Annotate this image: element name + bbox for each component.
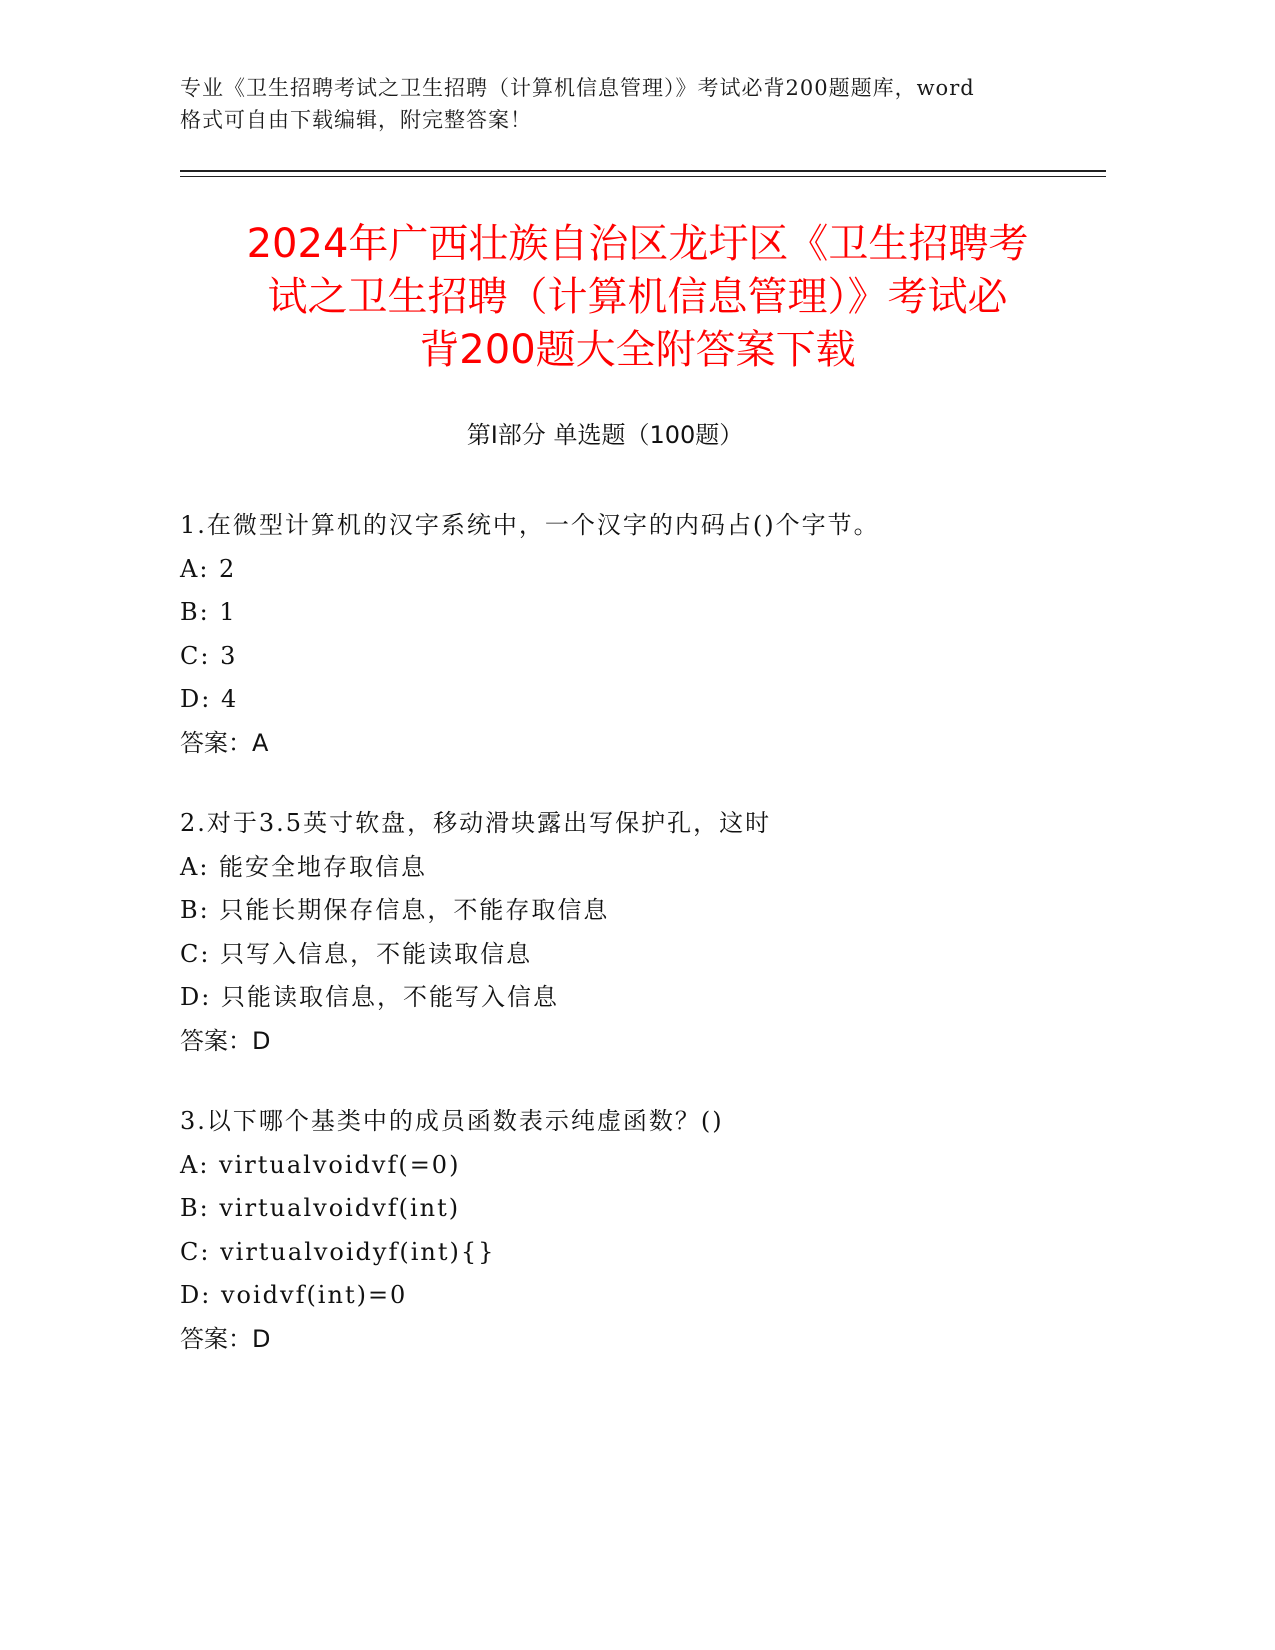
option-a: A: virtualvoidvf(=0) [180, 1150, 461, 1179]
document-title [150, 218, 1125, 377]
option-b: B: 只能长期保存信息，不能存取信息 [180, 896, 610, 924]
answer: 答案：A [180, 728, 269, 757]
header-note-line-1: 专业《卫生招聘考试之卫生招聘（计算机信息管理）》考试必背200题题库，word [180, 76, 975, 100]
section-title: 第Ⅰ部分 单选题（100题） [466, 421, 744, 449]
document-title-line-3: 背200题大全附答案下载 [419, 327, 856, 373]
question-1 [180, 504, 1110, 765]
option-a: A: 能安全地存取信息 [180, 852, 428, 881]
question-3 [180, 1100, 1110, 1361]
option-d: D: 只能读取信息，不能写入信息 [180, 983, 559, 1011]
option-c: C: 3 [180, 641, 238, 670]
option-c: C: virtualvoidyf(int){} [180, 1237, 496, 1266]
document-title-line-2: 试之卫生招聘（计算机信息管理）》考试必 [267, 274, 1008, 320]
option-b: B: 1 [180, 598, 237, 626]
question-stem: 3.以下哪个基类中的成员函数表示纯虚函数？() [180, 1107, 724, 1135]
option-a: A: 2 [180, 554, 237, 583]
answer: 答案：D [180, 1324, 271, 1353]
question-stem: 1.在微型计算机的汉字系统中，一个汉字的内码占()个字节。 [180, 511, 880, 539]
option-b: B: virtualvoidvf(int) [180, 1194, 461, 1222]
header-rule-thin [180, 176, 1106, 177]
header-rule-thick [180, 170, 1106, 172]
question-2 [180, 802, 1110, 1063]
document-title-line-1: 2024年广西壮族自治区龙圩区《卫生招聘考 [246, 221, 1029, 267]
option-d: D: voidvf(int)=0 [180, 1281, 408, 1309]
question-stem: 2.对于3.5英寸软盘，移动滑块露出写保护孔，这时 [180, 809, 772, 837]
answer: 答案：D [180, 1026, 271, 1055]
header-note [180, 72, 1120, 136]
header-note-line-2: 格式可自由下载编辑，附完整答案！ [180, 108, 532, 132]
question-list [180, 504, 1110, 1398]
option-d: D: 4 [180, 685, 239, 713]
option-c: C: 只写入信息，不能读取信息 [180, 939, 533, 968]
